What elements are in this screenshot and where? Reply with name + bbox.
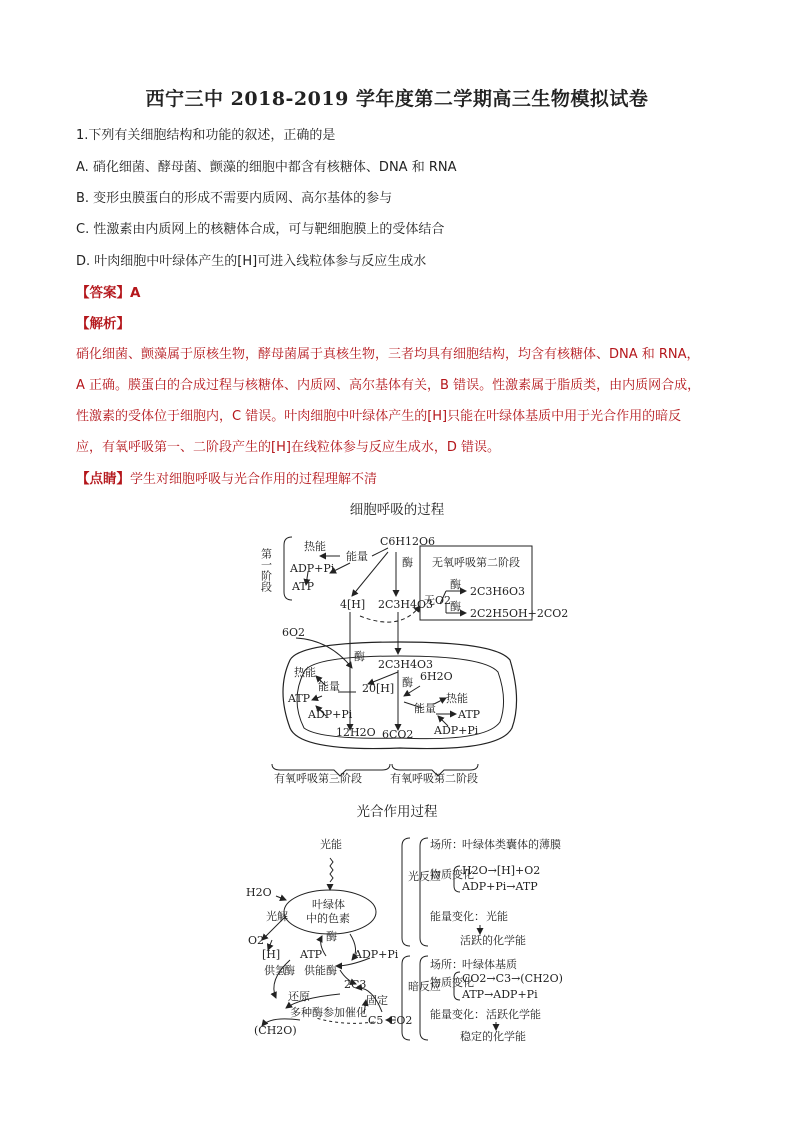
enzyme-label-p2: 酶 — [284, 964, 295, 977]
stage3-label: 有氧呼吸第三阶段 — [274, 772, 362, 785]
water-in-label: 6H2O — [420, 670, 453, 683]
lr-site-label: 场所： — [430, 838, 463, 851]
answer-tag: 【答案】 — [76, 285, 130, 301]
energy-supply-label: 供能 — [304, 964, 326, 977]
ch2o-label: (CH2O) — [254, 1024, 297, 1037]
dr-material-label: 物质变化 — [430, 976, 474, 989]
tip-text: 学生对细胞呼吸与光合作用的过程理解不清 — [130, 472, 378, 487]
dr-material-2: ATP→ADP+Pi — [462, 988, 538, 1001]
h4-label: 4[H] — [340, 598, 366, 611]
page-title: 西宁三中 2018-2019 学年度第二学期高三生物模拟试卷 — [145, 88, 649, 110]
h2o-label: H2O — [246, 886, 272, 899]
energy-label: 能量 — [346, 550, 368, 563]
water-out-label: 12H2O — [336, 726, 376, 739]
lr-energy-label: 能量变化： — [430, 910, 485, 923]
adp-label-2: ADP+Pi — [308, 708, 353, 721]
o2-label: O2 — [248, 934, 265, 947]
adp-label-p: ADP+Pi — [354, 948, 399, 961]
lactic-label: 2C3H6O3 — [470, 585, 526, 598]
enzyme-label-2: 酶 — [450, 578, 461, 591]
answer-value: A — [130, 285, 141, 301]
dr-energy-from: 活跃化学能 — [486, 1008, 541, 1021]
light-reaction-label: 光反应 — [408, 870, 441, 883]
o2-label: 6O2 — [282, 626, 306, 639]
stage1-label: 第一阶段 — [259, 548, 273, 592]
multi-enzyme-label: 多种酶参加催化 — [290, 1006, 367, 1019]
respiration-caption: 细胞呼吸的过程 — [349, 502, 445, 518]
h-label: [H] — [262, 948, 281, 961]
ethanol-label: 2C2H5OH+2CO2 — [470, 607, 569, 620]
adp-label: ADP+Pi — [290, 562, 335, 575]
photosynthesis-caption: 光合作用过程 — [356, 804, 438, 820]
anaerobic-title: 无氧呼吸第二阶段 — [432, 556, 520, 569]
option-a: A. 硝化细菌、酵母菌、颤藻的细胞中都含有核糖体、DNA 和 RNA — [76, 160, 457, 175]
dr-energy-to: 稳定的化学能 — [460, 1030, 526, 1043]
lr-material-label: 物质变化 — [430, 868, 474, 881]
lr-material-1: H2O→[H]+O2 — [462, 864, 541, 877]
co2-label: 6CO2 — [382, 728, 414, 741]
photolysis-label: 光解 — [266, 910, 288, 923]
heat-label-3: 热能 — [446, 692, 468, 705]
lr-material-2: ADP+Pi→ATP — [462, 880, 538, 893]
h-supply-label: 供氢 — [264, 964, 286, 977]
dr-material-1: CO2→C3→(CH2O) — [462, 972, 563, 985]
enzyme-label-3: 酶 — [450, 600, 461, 613]
atp-label-p: ATP — [300, 948, 323, 961]
atp-label-2: ATP — [288, 692, 311, 705]
dr-site-label: 场所： — [430, 958, 463, 971]
lr-energy-from: 光能 — [486, 910, 508, 923]
co2-label-p: CO2 — [388, 1014, 413, 1027]
c5-label: C5 — [368, 1014, 384, 1027]
glucose-label: C6H12O6 — [380, 535, 436, 548]
lr-site: 叶绿体类囊体的薄膜 — [462, 838, 561, 851]
energy-label-3: 能量 — [414, 702, 436, 715]
question-stem: 1.下列有关细胞结构和功能的叙述，正确的是 — [76, 128, 336, 143]
analysis-tag: 【解析】 — [76, 316, 130, 332]
enzyme-label-1: 酶 — [402, 556, 413, 569]
energy-label-2: 能量 — [318, 680, 340, 693]
atp-label: ATP — [292, 580, 315, 593]
stage2-label: 有氧呼吸第二阶段 — [390, 772, 478, 785]
adp-label-3: ADP+Pi — [434, 724, 479, 737]
h20-label: 20[H] — [362, 682, 395, 695]
enzyme-label-5: 酶 — [402, 676, 413, 689]
light-energy-label: 光能 — [320, 838, 342, 851]
atp-label-3: ATP — [458, 708, 481, 721]
enzyme-label-p3: 酶 — [326, 964, 337, 977]
no-o2-label: 无O2 — [424, 594, 452, 607]
fix-label: 固定 — [366, 994, 388, 1007]
heat-label-2: 热能 — [294, 666, 316, 679]
option-b: B. 变形虫膜蛋白的形成不需要内质网、高尔基体的参与 — [76, 191, 393, 206]
dark-reaction-label: 暗反应 — [408, 980, 441, 993]
enzyme-label-p1: 酶 — [326, 930, 337, 943]
pyruvate-label-2: 2C3H4O3 — [378, 658, 434, 671]
option-c: C. 性激素由内质网上的核糖体合成，可与靶细胞膜上的受体结合 — [76, 222, 445, 237]
analysis-line-2: A 正确。膜蛋白的合成过程与核糖体、内质网、高尔基体有关，B 错误。性激素属于脂质类，由内质网合成， — [76, 378, 701, 393]
dr-energy-label: 能量变化： — [430, 1008, 485, 1021]
analysis-line-4: 应，有氧呼吸第一、二阶段产生的[H]在线粒体参与反应生成水，D 错误。 — [76, 440, 501, 455]
enzyme-label-4: 酶 — [354, 650, 365, 663]
option-d: D. 叶肉细胞中叶绿体产生的[H]可进入线粒体参与反应生成水 — [76, 254, 427, 269]
pigment-line2: 中的色素 — [306, 912, 350, 925]
heat-label: 热能 — [304, 540, 326, 553]
analysis-line-3: 性激素的受体位于细胞内，C 错误。叶肉细胞中叶绿体产生的[H]只能在叶绿体基质中用于光合作用的暗反 — [76, 409, 682, 424]
dr-site: 叶绿体基质 — [462, 958, 517, 971]
analysis-line-1: 硝化细菌、颤藻属于原核生物，酵母菌属于真核生物，三者均具有细胞结构，均含有核糖体、DNA 和 RNA， — [76, 347, 700, 362]
reduction-label: 还原 — [288, 990, 310, 1003]
tip-tag: 【点睛】 — [76, 471, 130, 487]
pigment-line1: 叶绿体 — [312, 898, 345, 911]
c3-label: 2C3 — [344, 978, 367, 991]
lr-energy-to: 活跃的化学能 — [460, 934, 526, 947]
pyruvate-label-1: 2C3H4O3 — [378, 598, 434, 611]
